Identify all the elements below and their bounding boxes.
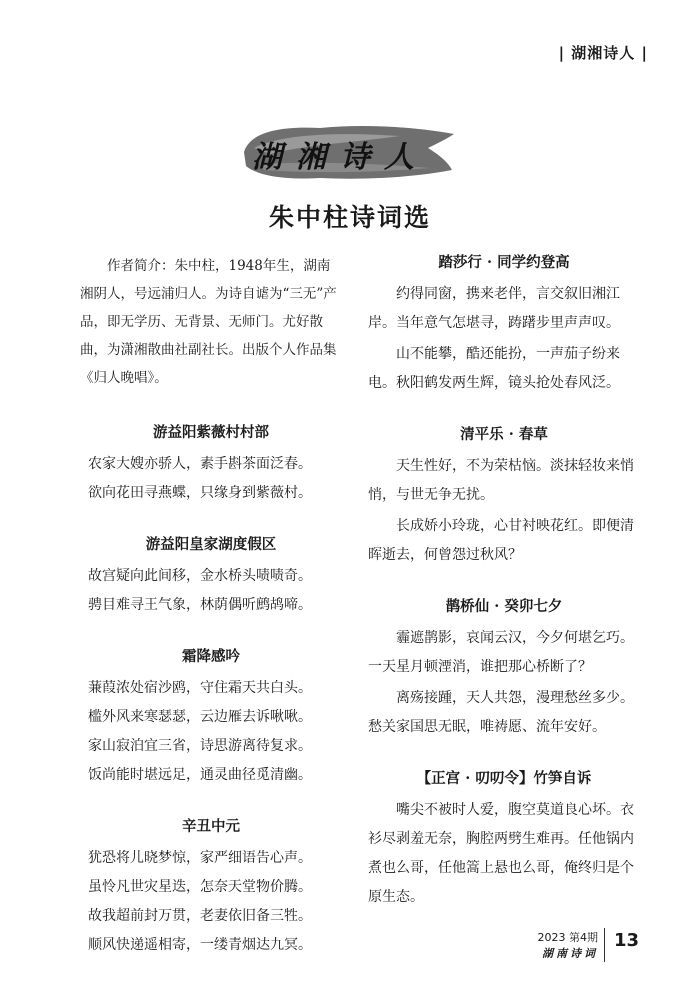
poem-title: 霜降感吟: [182, 648, 240, 665]
magazine-name: 湖南诗词: [542, 947, 598, 960]
poem-paragraph: 长成娇小玲珑，心甘衬映花红。即便清晖逝去，何曾怨过秋风？: [368, 518, 634, 563]
issue-label: 2023 第4期: [537, 931, 598, 944]
poem-title: 踏莎行 · 同学约登高: [438, 254, 570, 271]
poem-title: 游益阳皇家湖度假区: [145, 536, 277, 553]
poem: [368, 252, 640, 398]
page-number: 13: [614, 930, 640, 951]
poem-line: 饭尚能时堪远足，通灵曲径觅清幽。: [88, 767, 312, 783]
poem: [368, 596, 640, 742]
poem-title: 【正宫 · 叨叨令】竹笋自诉: [416, 770, 592, 787]
poem-line: 蒹葭浓处宿沙鸥，守住霜天共白头。: [88, 680, 312, 696]
poem-title: 清平乐 · 春草: [460, 426, 548, 443]
poem-paragraph: 霾遮鹊影，哀闻云汉，今夕何堪乞巧。一天星月顿湮消，谁把那心桥断了？: [368, 630, 634, 675]
poem-title: 辛丑中元: [182, 818, 240, 835]
poem: [368, 424, 640, 570]
poem-line: 顺风快递遥相寄，一缕青烟达九冥。: [88, 937, 312, 953]
page-title: 朱中柱诗词选: [268, 203, 431, 232]
poem: [80, 816, 342, 960]
poem-line: 故我超前封万贯，老妻依旧备三牲。: [88, 908, 312, 924]
poem-line: 农家大嫂亦骄人，素手斟茶面泛春。: [88, 456, 312, 472]
left-column: [80, 252, 342, 986]
author-intro: 作者简介：朱中柱，1948年生，湖南湘阴人，号远浦归人。为诗自谑为“三无”产品，即无学历、无背景、无师门。尤好散曲，为潇湘散曲社副社长。出版个人作品集《归人晚唱》。: [80, 258, 337, 386]
left-poem-list: [80, 422, 342, 960]
poem-paragraph: 天生性好，不为荣枯恼。淡抹轻妆来悄悄，与世无争无扰。: [368, 458, 634, 503]
poem-line: 欲向花田寻燕蝶，只缘身到紫薇村。: [88, 485, 312, 501]
poem-paragraph: 离殇接踵，天人共怨，漫理愁丝多少。愁关家国思无眠，唯祷愿、流年安好。: [368, 690, 634, 735]
poem: [368, 768, 640, 912]
right-column: [368, 252, 640, 938]
poem: [80, 534, 342, 620]
poem-paragraph: 约得同窗，携来老伴，言交叙旧湘江岸。当年意气怎堪寻，踌躇步里声声叹。: [368, 286, 620, 331]
poem: [80, 646, 342, 790]
poem-line: 犹恐将儿晓梦惊，家严细语告心声。: [88, 850, 312, 866]
poem-paragraph: 嘴尖不被时人爱，腹空莫道良心坏。衣衫尽剥羞无奈，胸腔两劈生难再。任他锅内煮也么哥，任他篙上悬也么哥，俺终归是个原生态。: [368, 802, 634, 905]
footer-divider: [604, 928, 605, 962]
poem-line: 家山寂泊宜三省，诗思游离待复求。: [88, 738, 312, 754]
banner-text: 湖湘诗人: [252, 140, 428, 175]
poem: [80, 422, 342, 508]
section-banner: [240, 118, 460, 186]
poem-line: 骋目难寻王气象，林荫偶听鹧鸪啼。: [88, 597, 312, 613]
section-tag: | 湖湘诗人 |: [558, 44, 648, 62]
poem-line: 槛外风来寒瑟瑟，云边雁去诉啾啾。: [88, 709, 312, 725]
poem-title: 游益阳紫薇村村部: [153, 424, 269, 441]
poem-paragraph: 山不能攀，酷还能扮，一声茄子纷来电。秋阳鹤发两生辉，镜头抢处春风泛。: [368, 346, 620, 391]
right-poem-list: [368, 252, 640, 912]
poem-line: 故宫疑向此间移，金水桥头啧啧奇。: [88, 568, 312, 584]
poem-line: 虽怜凡世灾星迭，怎奈天堂物价腾。: [88, 879, 312, 895]
poem-title: 鹊桥仙 · 癸卯七夕: [445, 598, 563, 615]
